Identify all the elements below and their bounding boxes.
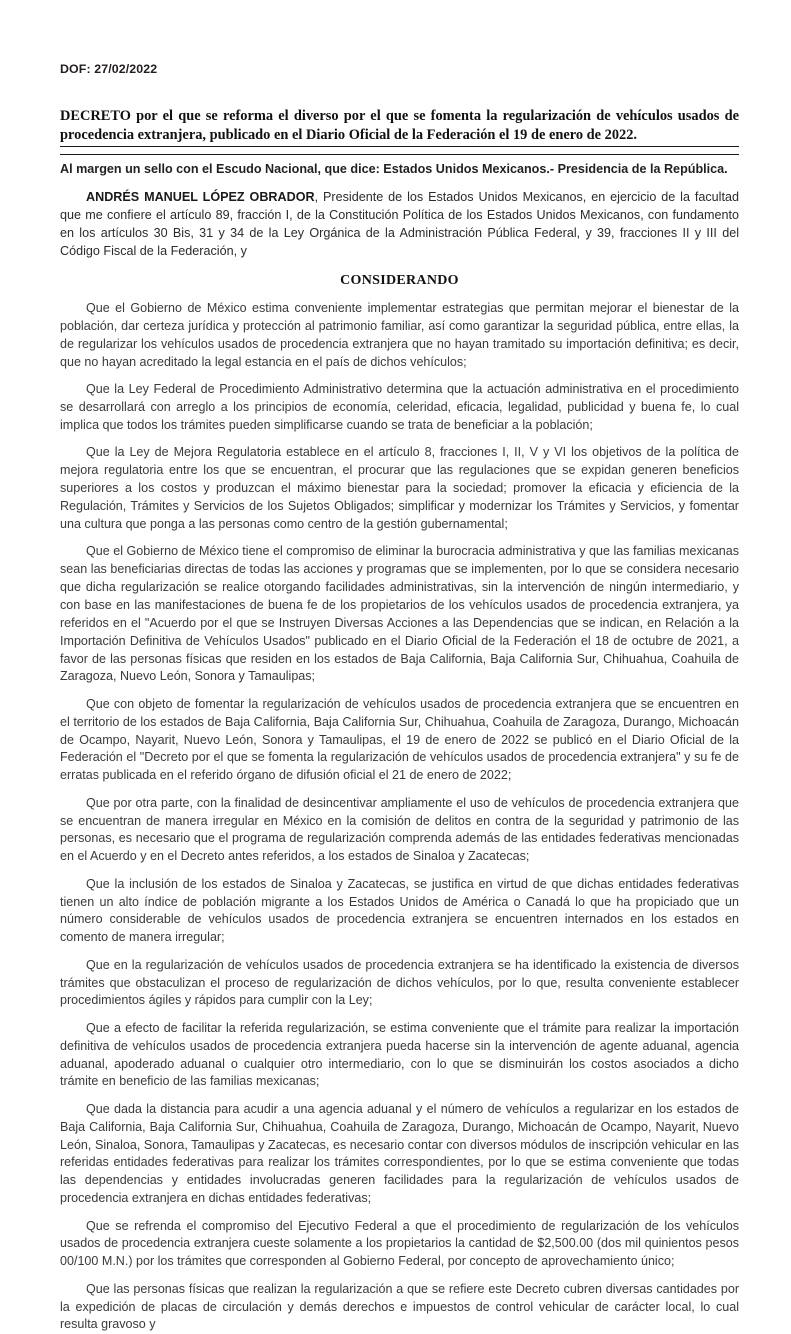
- consideration-paragraph: Que a efecto de facilitar la referida regularización, se estima conveniente que el trámite para realizar la importación definitiva de vehículos usados de procedencia extranjera pueda hacerse sin la intervención de agente aduanal, agencia aduanal, apoderado aduanal o cualquier otro intermediario, con lo que se disminuirán los costos asociados a dicho trámite en beneficio de las familias mexicanas;: [60, 1020, 739, 1089]
- dof-publication-header: DOF: 27/02/2022: [60, 62, 158, 76]
- consideration-paragraph: Que en la regularización de vehículos usados de procedencia extranjera se ha identificado la existencia de diversos trámites que obstaculizan el proceso de regularización de dichos vehículos, por lo que, resulta conveniente establecer procedimientos ágiles y rápidos para cumplir con la Ley;: [60, 957, 739, 1008]
- document-content: [60, 0, 739, 1334]
- consideration-paragraph: Que el Gobierno de México estima conveniente implementar estrategias que permitan mejorar el bienestar de la población, dar certeza jurídica y protección al patrimonio familiar, así como garantizar la seguridad pública, entre ellas, la de regularizar los vehículos usados de procedencia extranjera que no hayan tramitado su importación definitiva; es decir, que no hayan acreditado la legal estancia en el país de dichos vehículos;: [60, 301, 739, 369]
- preamble-paragraph: [60, 189, 739, 261]
- title-separator-rule: [60, 154, 739, 155]
- consideration-paragraph: Que se refrenda el compromiso del Ejecutivo Federal a que el procedimiento de regularización de los vehículos usados de procedencia extranjera cueste solamente a los propietarios la cantidad de $2,500.00 (dos mil quinientos pesos 00/100 M.N.) por los trámites que corresponden al Gobierno Federal, por concepto de aprovechamiento único;: [60, 1218, 739, 1269]
- consideration-paragraph: Que la inclusión de los estados de Sinaloa y Zacatecas, se justifica en virtud de que dichas entidades federativas tienen un alto índice de población migrante a los Estados Unidos de América o Canadá lo que ha propiciado que un número considerable de vehículos usados de procedencia extranjera se encuentren internados en los estados en comento de manera irregular;: [60, 876, 739, 945]
- consideration-paragraph: Que dada la distancia para acudir a una agencia aduanal y el número de vehículos a regularizar en los estados de Baja California, Baja California Sur, Chihuahua, Coahuila de Zaragoza, Durango, Michoacán de Ocampo, Nayarit, Nuevo León, Sinaloa, Sonora, Tamaulipas y Zacatecas, es necesario contar con diversos módulos de inscripción vehicular en las referidas entidades federativas para realizar los trámites correspondientes, por lo que se estima conveniente que todas las dependencias y entidades involucradas generen facilidades para la regularización de vehículos usados de procedencia extranjera en dichas entidades federativas;: [60, 1101, 739, 1206]
- signatory-name: ANDRÉS MANUEL LÓPEZ OBRADOR: [86, 190, 315, 205]
- considerations-list: [60, 300, 739, 1334]
- consideration-paragraph: Que el Gobierno de México tiene el compromiso de eliminar la burocracia administrativa y que las familias mexicanas sean las beneficiarias directas de todas las acciones y programas que se implementen, por lo que se considera necesario que dicha regularización se realice otorgando facilidades administrativas, sin la intervención de ningún intermediario, y con base en las manifestaciones de buena fe de los propietarios de los vehículos usados de procedencia extranjera, ya referidos en el "Acuerdo por el que se Instruyen Diversas Acciones a las Dependencias que se indican, en Relación a la Importación Definitiva de Vehículos Usados" publicado en el Diario Oficial de la Federación el 18 de octubre de 2021, a favor de las personas físicas que residen en los estados de Baja California, Baja California Sur, Chihuahua, Coahuila de Zaragoza, Nuevo León, Sonora y Tamaulipas;: [60, 544, 739, 684]
- preamble-body: , Presidente de los Estados Unidos Mexicanos, en ejercicio de la facultad que me confiere el artículo 89, fracción I, de la Constitución Política de los Estados Unidos Mexicanos, con fundamento en los artículos 30 Bis, 31 y 34 de la Ley Orgánica de la Administración Pública Federal, y 39, fracciones II y III del Código Fiscal de la Federación, y: [60, 190, 739, 258]
- national-seal-note: Al margen un sello con el Escudo Nacional, que dice: Estados Unidos Mexicanos.- Presidencia de la República.: [60, 161, 728, 176]
- consideration-paragraph: Que las personas físicas que realizan la regularización a que se refiere este Decreto cubren diversas cantidades por la expedición de placas de circulación y demás derechos e impuestos de control vehicular de carácter local, lo cual resulta gravoso y: [60, 1281, 739, 1332]
- consideration-paragraph: Que la Ley de Mejora Regulatoria establece en el artículo 8, fracciones I, II, V y VI los objetivos de la política de mejora regulatoria entre los que se encuentran, el procurar que las regulaciones que se expidan generen beneficios superiores a los costos y produzcan el máximo bienestar para la sociedad; promover la eficacia y eficiencia de la Regulación, Trámites y Servicios de los Sujetos Obligados; simplificar y modernizar los Trámites y Servicios, y fomentar una cultura que ponga a las personas como centro de la gestión gubernamental;: [60, 445, 739, 531]
- consideration-paragraph: Que la Ley Federal de Procedimiento Administrativo determina que la actuación administrativa en el procedimiento se desarrollará con arreglo a los principios de economía, celeridad, eficacia, legalidad, publicidad y buena fe, lo cual implica que todos los trámites pueden simplificarse cuando se trata de beneficiar a la población;: [60, 382, 739, 433]
- decree-title: DECRETO por el que se reforma el diverso por el que se fomenta la regularización de vehículos usados de procedencia extranjera, publicado en el Diario Oficial de la Federación el 19 de enero de 2022.: [60, 107, 739, 147]
- consideration-paragraph: Que por otra parte, con la finalidad de desincentivar ampliamente el uso de vehículos de procedencia extranjera que se encuentran de manera irregular en México en la comisión de delitos en contra de la seguridad y patrimonio de las personas, es necesario que el programa de regularización comprenda además de las entidades federativas mencionadas en el Acuerdo y en el Decreto antes referidos, a los estados de Sinaloa y Zacatecas;: [60, 795, 739, 864]
- consideration-paragraph: Que con objeto de fomentar la regularización de vehículos usados de procedencia extranjera que se encuentren en el territorio de los estados de Baja California, Baja California Sur, Chihuahua, Coahuila de Zaragoza, Durango, Michoacán de Ocampo, Nayarit, Nuevo León, Sonora y Tamaulipas, el 19 de enero de 2022 se publicó en el Diario Oficial de la Federación el "Decreto por el que se fomenta la regularización de vehículos usados de procedencia extranjera" y su fe de erratas publicada en el referido órgano de difusión oficial el 21 de enero de 2022;: [60, 696, 739, 783]
- section-heading-considerando: CONSIDERANDO: [340, 273, 459, 289]
